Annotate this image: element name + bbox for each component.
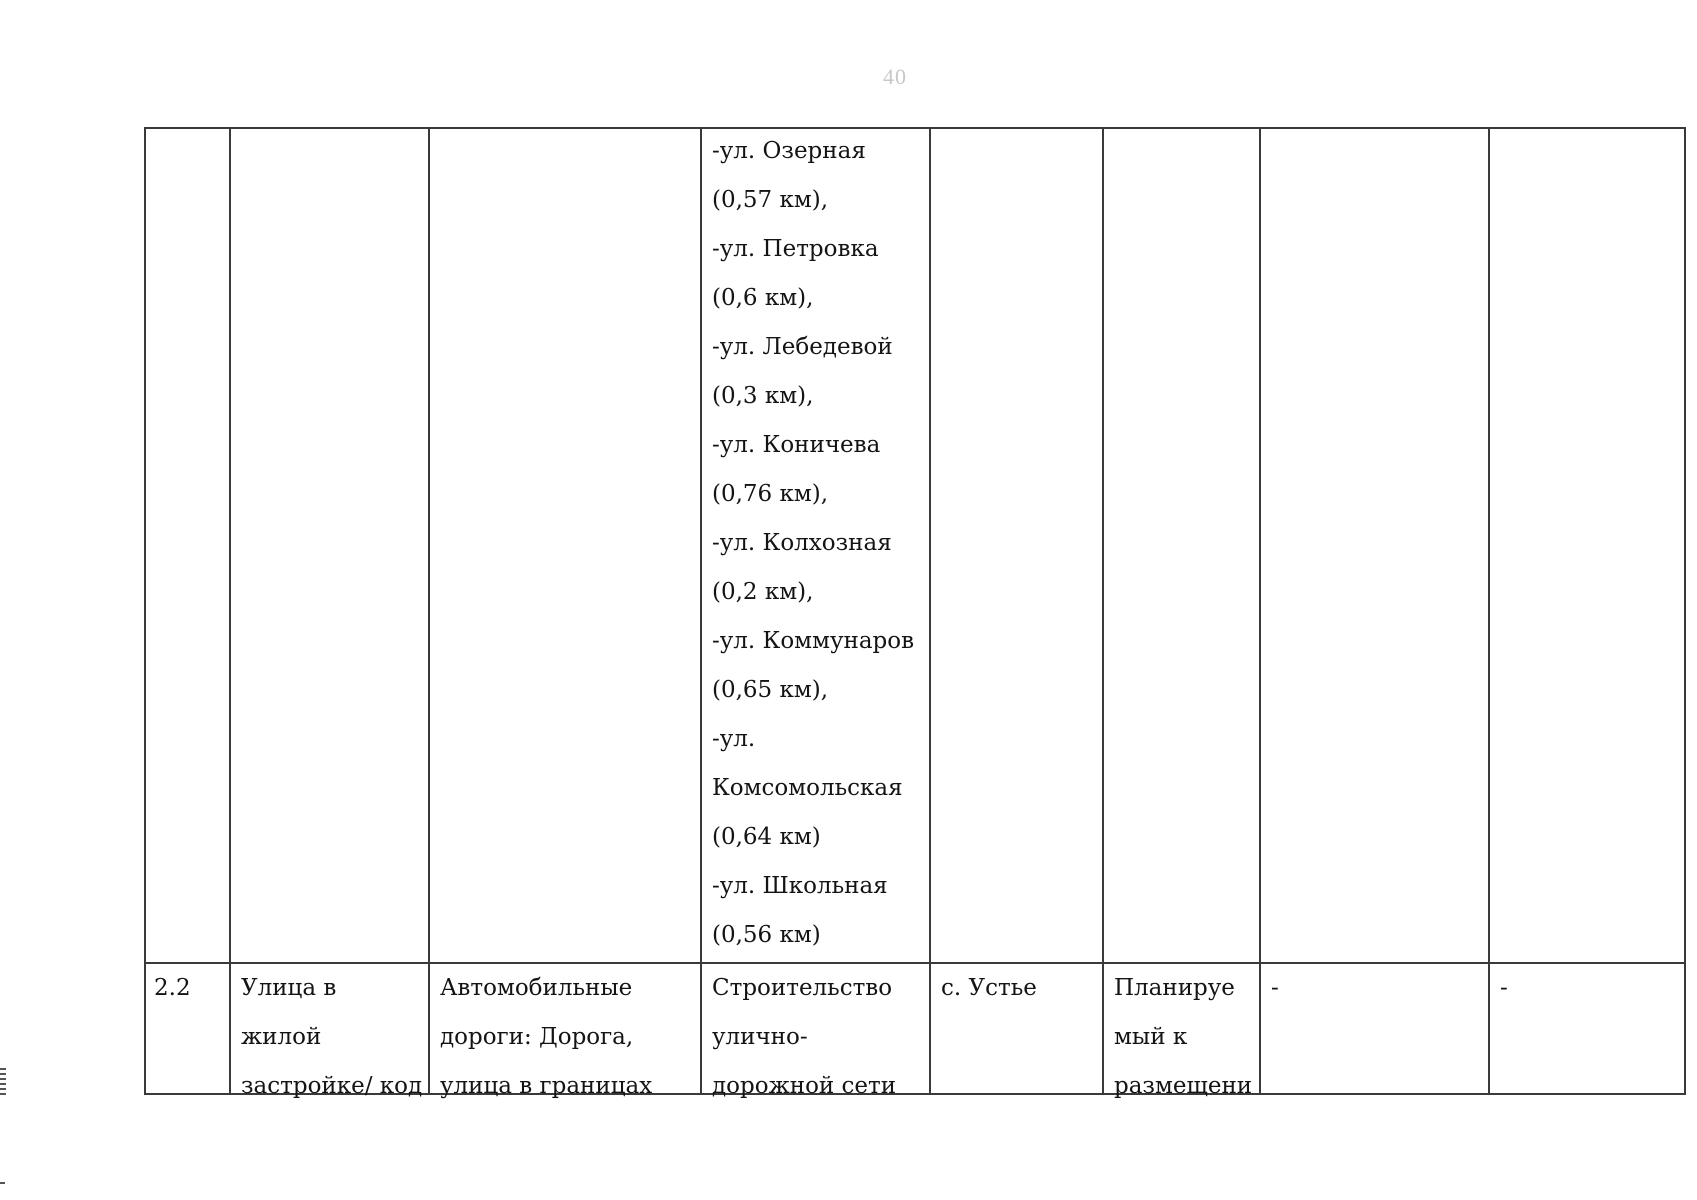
column-border-0 <box>144 127 146 1095</box>
scan-margin-mark <box>0 1073 6 1075</box>
object-name-cell <box>241 964 422 1111</box>
street-line: (0,65 км), <box>712 677 829 703</box>
continuation-street-list <box>712 127 914 960</box>
scan-margin-mark <box>0 1078 6 1080</box>
scan-margin-mark <box>0 1068 6 1070</box>
scan-margin-mark <box>0 1088 6 1090</box>
object-name-line: Улица в <box>241 975 337 1001</box>
street-line: -ул. Колхозная <box>712 530 892 556</box>
scan-margin-mark <box>0 1182 5 1184</box>
street-line: (0,2 км), <box>712 579 814 605</box>
street-line: (0,6 км), <box>712 285 814 311</box>
object-name-line: застройке/ код <box>241 1073 423 1099</box>
column-8-cell <box>1500 964 1508 1013</box>
street-line: (0,76 км), <box>712 481 829 507</box>
object-type-line: Автомобильные <box>440 975 633 1001</box>
object-purpose-line: Строительство <box>712 975 893 1001</box>
object-purpose-cell <box>712 964 896 1111</box>
column-border-7 <box>1488 127 1490 1095</box>
road-objects-table <box>144 127 1686 1099</box>
column-border-1 <box>229 127 231 1095</box>
street-line: -ул. Лебедевой <box>712 334 893 360</box>
column-border-2 <box>428 127 430 1095</box>
page-number: 40 <box>883 64 907 89</box>
column-border-3 <box>700 127 702 1095</box>
table-top-border <box>144 127 1686 129</box>
street-line: -ул. Коммунаров <box>712 628 915 654</box>
street-line: (0,57 км), <box>712 187 829 213</box>
street-line: -ул. Школьная <box>712 873 888 899</box>
row-number-cell <box>154 964 191 1013</box>
object-type-line: дороги: Дорога, <box>440 1024 634 1050</box>
column-8-value: - <box>1500 975 1508 1001</box>
object-type-line: улица в границах <box>440 1073 653 1099</box>
object-type-cell <box>440 964 652 1111</box>
scan-margin-mark <box>0 1093 6 1095</box>
object-purpose-line: дорожной сети <box>712 1073 897 1099</box>
street-line: Комсомольская <box>712 775 903 801</box>
street-line: (0,56 км) <box>712 922 821 948</box>
street-line: -ул. Озерная <box>712 138 866 164</box>
column-border-4 <box>929 127 931 1095</box>
column-border-8 <box>1684 127 1686 1095</box>
object-name-line: жилой <box>241 1024 322 1050</box>
object-location-cell <box>941 964 1037 1013</box>
row-number: 2.2 <box>154 975 191 1001</box>
scan-margin-mark <box>0 1083 6 1085</box>
street-line: (0,3 км), <box>712 383 814 409</box>
column-7-value: - <box>1271 975 1279 1001</box>
street-line: -ул. Коничева <box>712 432 881 458</box>
column-7-cell <box>1271 964 1279 1013</box>
street-line: -ул. <box>712 726 756 752</box>
street-line: (0,64 км) <box>712 824 821 850</box>
object-purpose-line: улично- <box>712 1024 808 1050</box>
object-location-line: с. Устье <box>941 975 1037 1001</box>
object-status-line: мый к <box>1114 1024 1188 1050</box>
column-border-5 <box>1102 127 1104 1095</box>
column-border-6 <box>1259 127 1261 1095</box>
object-status-line: размещени <box>1114 1073 1253 1099</box>
object-status-line: Планируе <box>1114 975 1235 1001</box>
object-status-cell <box>1114 964 1252 1111</box>
street-line: -ул. Петровка <box>712 236 879 262</box>
